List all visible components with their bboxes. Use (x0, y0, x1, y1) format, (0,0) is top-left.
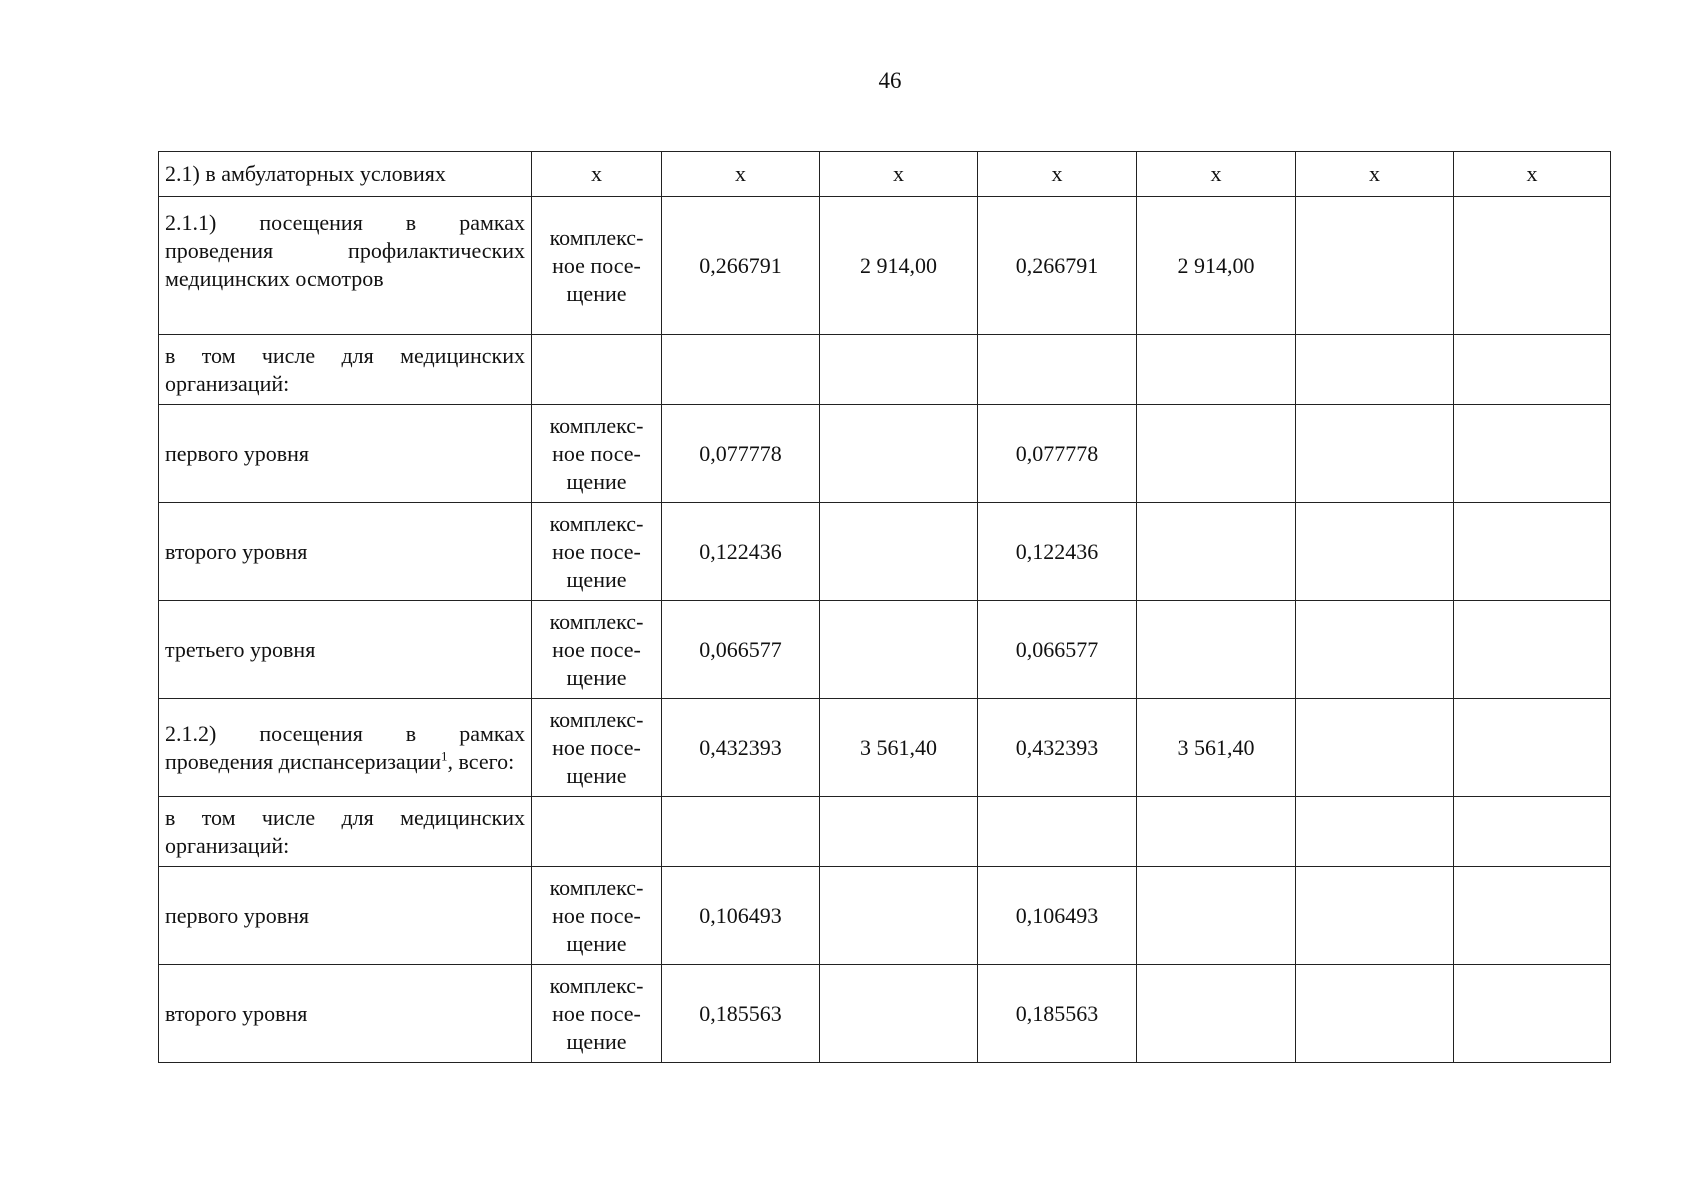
row-label (159, 503, 532, 601)
value-cell: 0,266791 (978, 197, 1137, 335)
footnote-mark: 1 (441, 748, 448, 764)
unit-line: щение (566, 664, 627, 690)
value-cell (1454, 699, 1611, 797)
value-cell: 0,266791 (662, 197, 820, 335)
value-cell (1454, 503, 1611, 601)
unit-line: комплекс- (549, 972, 644, 998)
value-cell: х (820, 152, 978, 197)
value-cell (820, 601, 978, 699)
value-cell (1296, 503, 1454, 601)
value-cell (1296, 197, 1454, 335)
value-cell: 0,122436 (662, 503, 820, 601)
value-cell (1454, 335, 1611, 405)
unit-cell: х (532, 152, 662, 197)
value-cell: х (1296, 152, 1454, 197)
unit-line: комплекс- (549, 608, 644, 634)
value-cell (820, 335, 978, 405)
table-row (159, 197, 1611, 335)
table-row (159, 965, 1611, 1063)
unit-line: ное посе- (552, 1000, 641, 1026)
unit-cell (532, 965, 662, 1063)
unit-line: щение (566, 280, 627, 306)
value-cell: 0,185563 (978, 965, 1137, 1063)
table-row (159, 797, 1611, 867)
table-row (159, 503, 1611, 601)
row-label-main: 2.1.2) посещения в рамках проведения диспансеризации (165, 720, 525, 774)
row-label-text: в том числе для медицинских организаций: (165, 804, 525, 858)
unit-line: щение (566, 566, 627, 592)
value-cell (820, 965, 978, 1063)
unit-cell (532, 797, 662, 867)
unit-cell (532, 867, 662, 965)
value-cell (820, 797, 978, 867)
row-label-tail: , всего: (447, 748, 515, 774)
value-cell: 3 561,40 (1137, 699, 1296, 797)
unit-line: комплекс- (549, 706, 644, 732)
row-label (159, 601, 532, 699)
row-label-text: второго уровня (165, 538, 308, 564)
unit-cell (532, 405, 662, 503)
value-cell (1296, 867, 1454, 965)
table-row (159, 335, 1611, 405)
value-cell (1296, 699, 1454, 797)
value-cell (1296, 797, 1454, 867)
row-label (159, 197, 532, 335)
value-cell (1296, 965, 1454, 1063)
value-cell (1137, 405, 1296, 503)
unit-line: комплекс- (549, 874, 644, 900)
row-label-text: второго уровня (165, 1000, 308, 1026)
row-label-text: первого уровня (165, 902, 310, 928)
row-label (159, 152, 532, 197)
table-row (159, 152, 1611, 197)
row-label-text: 2.1.1) посещения в рамках проведения профилактических медицинских осмотров (165, 210, 525, 291)
value-cell: х (978, 152, 1137, 197)
unit-line: ное посе- (552, 902, 641, 928)
value-cell: 0,077778 (978, 405, 1137, 503)
unit-cell (532, 335, 662, 405)
value-cell (820, 503, 978, 601)
value-cell: 0,106493 (662, 867, 820, 965)
unit-line: щение (566, 762, 627, 788)
unit-line: щение (566, 468, 627, 494)
unit-line: ное посе- (552, 538, 641, 564)
value-cell: 0,185563 (662, 965, 820, 1063)
row-label-text: в том числе для медицинских организаций: (165, 342, 525, 396)
value-cell (1137, 601, 1296, 699)
unit-cell (532, 197, 662, 335)
value-cell: х (1454, 152, 1611, 197)
value-cell: 2 914,00 (1137, 197, 1296, 335)
table-row (159, 699, 1611, 797)
value-cell (1454, 965, 1611, 1063)
value-cell: 0,432393 (978, 699, 1137, 797)
value-cell (978, 335, 1137, 405)
row-label (159, 867, 532, 965)
unit-line: щение (566, 1028, 627, 1054)
value-cell (820, 867, 978, 965)
unit-line: комплекс- (549, 224, 644, 250)
table-row (159, 601, 1611, 699)
row-label-text: первого уровня (165, 440, 310, 466)
value-cell (978, 797, 1137, 867)
value-cell: 0,077778 (662, 405, 820, 503)
value-cell: х (662, 152, 820, 197)
row-label-text (165, 720, 525, 776)
value-cell: 3 561,40 (820, 699, 978, 797)
table-row (159, 405, 1611, 503)
data-table (158, 151, 1611, 1063)
value-cell (1454, 197, 1611, 335)
unit-line: комплекс- (549, 412, 644, 438)
value-cell (820, 405, 978, 503)
unit-line: ное посе- (552, 252, 641, 278)
row-label-text: 2.1) в амбулаторных условиях (165, 161, 446, 186)
row-label (159, 405, 532, 503)
row-label (159, 797, 532, 867)
value-cell (1296, 335, 1454, 405)
value-cell: 0,106493 (978, 867, 1137, 965)
row-label (159, 699, 532, 797)
value-cell: 0,066577 (978, 601, 1137, 699)
table-row (159, 867, 1611, 965)
unit-line: комплекс- (549, 510, 644, 536)
value-cell (1454, 867, 1611, 965)
value-cell (1454, 797, 1611, 867)
value-cell (662, 335, 820, 405)
unit-cell (532, 601, 662, 699)
row-label (159, 965, 532, 1063)
unit-line: щение (566, 930, 627, 956)
value-cell (1296, 601, 1454, 699)
unit-line: ное посе- (552, 440, 641, 466)
value-cell (1137, 797, 1296, 867)
row-label (159, 335, 532, 405)
unit-line: ное посе- (552, 734, 641, 760)
value-cell (662, 797, 820, 867)
value-cell: 0,066577 (662, 601, 820, 699)
unit-cell (532, 503, 662, 601)
value-cell (1137, 335, 1296, 405)
value-cell (1137, 503, 1296, 601)
value-cell: 2 914,00 (820, 197, 978, 335)
unit-line: ное посе- (552, 636, 641, 662)
value-cell: х (1137, 152, 1296, 197)
page-number: 46 (878, 68, 902, 93)
value-cell: 0,432393 (662, 699, 820, 797)
value-cell (1137, 867, 1296, 965)
row-label-text: третьего уровня (165, 636, 316, 662)
value-cell (1137, 965, 1296, 1063)
value-cell: 0,122436 (978, 503, 1137, 601)
unit-cell (532, 699, 662, 797)
value-cell (1454, 601, 1611, 699)
value-cell (1454, 405, 1611, 503)
value-cell (1296, 405, 1454, 503)
